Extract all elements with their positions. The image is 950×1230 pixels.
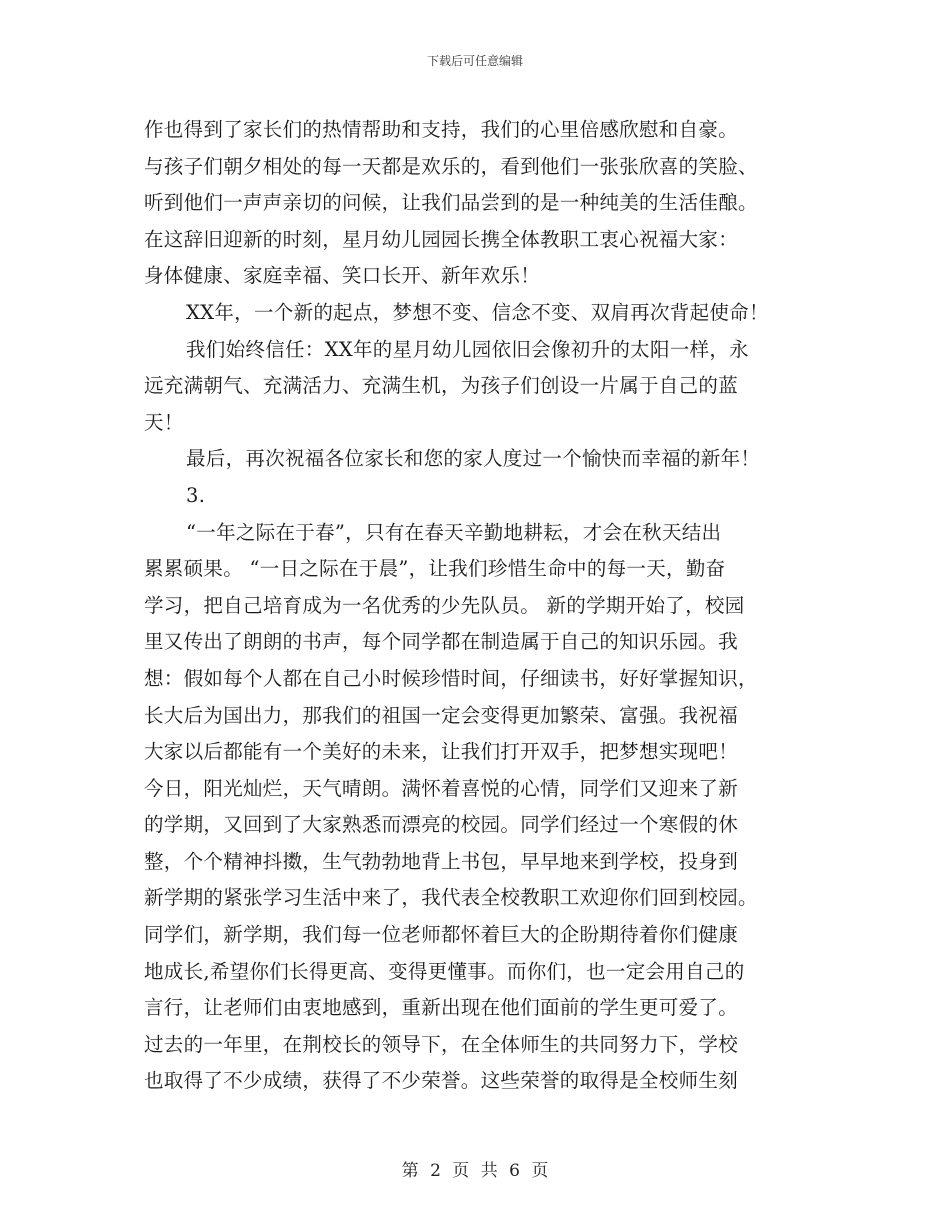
text-line: 言行，让老师们由衷地感到，重新出现在他们面前的学生更可爱了。 — [144, 996, 739, 1020]
text-line: 远充满朝气、充满活力、充满生机，为孩子们创设一片属于自己的蓝 — [144, 374, 739, 398]
text-line: 最后，再次祝福各位家长和您的家人度过一个愉快而幸福的新年！ — [186, 447, 761, 471]
text-line: 同学们，新学期，我们每一位老师都怀着巨大的企盼期待着你们健康 — [144, 923, 739, 947]
text-line: 3. — [186, 483, 206, 507]
text-line: 的学期，又回到了大家熟悉而漂亮的校园。同学们经过一个寒假的休 — [144, 813, 739, 837]
text-line: 大家以后都能有一个美好的未来，让我们打开双手，把梦想实现吧！ — [144, 740, 739, 764]
text-line: 与孩子们朝夕相处的每一天都是欢乐的，看到他们一张张欣喜的笑脸、 — [144, 154, 758, 178]
text-line: XX年，一个新的起点，梦想不变、信念不变、双肩再次背起使命！ — [186, 300, 769, 324]
text-line: 整，个个精神抖擞，生气勃勃地背上书包，早早地来到学校，投身到 — [144, 849, 739, 873]
text-line: 今日，阳光灿烂，天气晴朗。满怀着喜悦的心情，同学们又迎来了新 — [144, 776, 739, 800]
text-line: 学习，把自己培育成为一名优秀的少先队员。 新的学期开始了，校园 — [144, 593, 745, 617]
text-line: 听到他们一声声亲切的问候，让我们品尝到的是一种纯美的生活佳酿。 — [144, 191, 758, 215]
page-header: 下载后可任意编辑 — [426, 54, 523, 68]
text-line: 地成长,希望你们长得更高、变得更懂事。而你们，也一定会用自己的 — [144, 959, 745, 983]
text-line: 在这辞旧迎新的时刻，星月幼儿园园长携全体教职工衷心祝福大家： — [144, 227, 739, 251]
text-line: 天！ — [144, 410, 184, 434]
text-line: 身体健康、家庭幸福、笑口长开、新年欢乐！ — [144, 264, 541, 288]
text-line: 也取得了不少成绩，获得了不少荣誉。这些荣誉的取得是全校师生刻 — [144, 1069, 739, 1093]
page-footer: 第 2 页 共 6 页 — [401, 1161, 549, 1181]
text-line: 新学期的紧张学习生活中来了，我代表全校教职工欢迎你们回到校园。 — [144, 886, 758, 910]
text-line: 我们始终信任：XX年的星月幼儿园依旧会像初升的太阳一样，永 — [186, 337, 749, 361]
text-line: 想：假如每个人都在自己小时候珍惜时间，仔细读书，好好掌握知识， — [144, 666, 758, 690]
document-body — [144, 112, 814, 1100]
text-line: 累累硕果。 “一日之际在于晨”，让我们珍惜生命中的每一天，勤奋 — [144, 557, 726, 581]
text-line: “一年之际在于春”，只有在春天辛勤地耕耘，才会在秋天结出 — [186, 520, 722, 544]
text-line: 里又传出了朗朗的书声，每个同学都在制造属于自己的知识乐园。我 — [144, 630, 739, 654]
text-line: 作也得到了家长们的热情帮助和支持，我们的心里倍感欣慰和自豪。 — [144, 118, 739, 141]
text-line: 过去的一年里，在荆校长的领导下，在全体师生的共同努力下，学校 — [144, 1032, 739, 1056]
text-line: 长大后为国出力，那我们的祖国一定会变得更加繁荣、富强。我祝福 — [144, 703, 739, 727]
